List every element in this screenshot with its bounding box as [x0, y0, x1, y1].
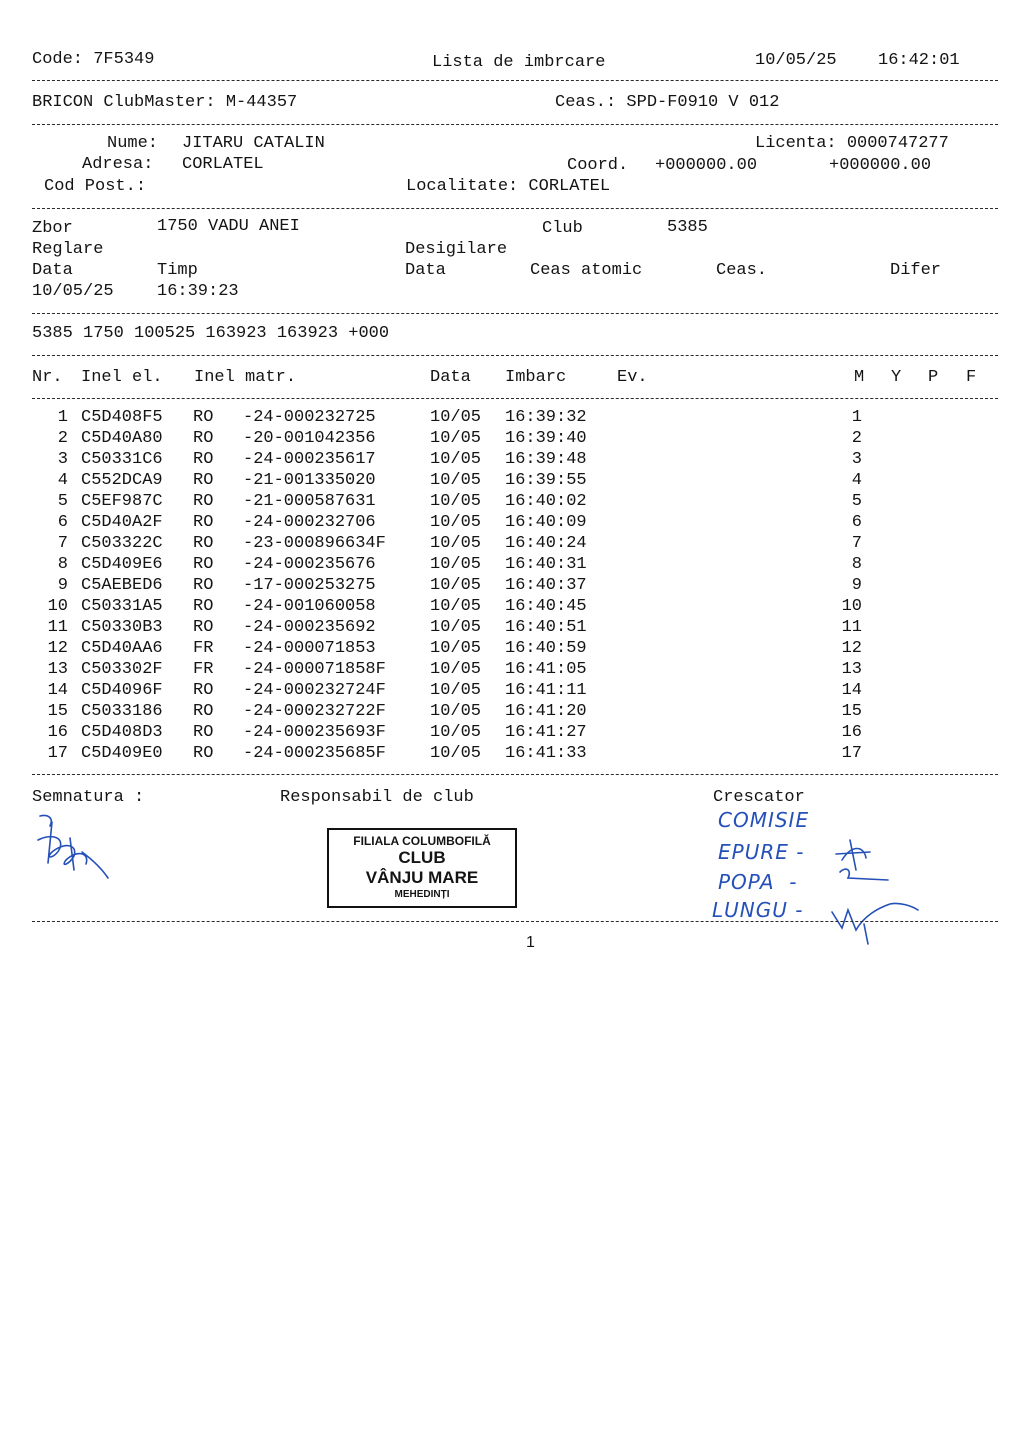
page-number: 1 [526, 934, 535, 951]
stamp-line-4: MEHEDINȚI [394, 889, 450, 900]
row-country: RO [193, 534, 214, 553]
difference-label: Difer [890, 261, 942, 280]
divider [32, 774, 998, 775]
row-nr: 11 [47, 618, 68, 637]
row-electronic-ring: C5D40AA6 [81, 639, 163, 658]
row-country: RO [193, 450, 214, 469]
col-header-imbarc: Imbarc [505, 368, 567, 387]
row-ring-number: -24-000235685F [243, 744, 386, 763]
row-electronic-ring: C5D408D3 [81, 723, 163, 742]
row-ring-number: -24-000232725 [243, 408, 376, 427]
reglare-label: Reglare [32, 240, 104, 259]
row-electronic-ring: C503302F [81, 660, 163, 679]
row-nr: 16 [47, 723, 68, 742]
row-country: RO [193, 723, 214, 742]
row-nr: 17 [47, 744, 68, 763]
row-date: 10/05 [430, 681, 482, 700]
row-ring-number: -23-000896634F [243, 534, 386, 553]
row-nr: 5 [57, 492, 68, 511]
row-nr: 7 [57, 534, 68, 553]
row-m: 1 [851, 408, 862, 427]
row-m: 17 [841, 744, 862, 763]
row-time: 16:40:09 [505, 513, 587, 532]
row-date: 10/05 [430, 576, 482, 595]
col-header-nr: Nr. [32, 368, 63, 387]
row-time: 16:41:33 [505, 744, 587, 763]
header-time: 16:42:01 [878, 51, 960, 70]
clock-label: Ceas.: SPD-F0910 V 012 [555, 93, 780, 112]
row-date: 10/05 [430, 723, 482, 742]
header-date: 10/05/25 [755, 51, 837, 70]
row-ring-number: -24-000235676 [243, 555, 376, 574]
row-date: 10/05 [430, 429, 482, 448]
row-m: 13 [841, 660, 862, 679]
row-ring-number: -24-001060058 [243, 597, 376, 616]
reglare-date: 10/05/25 [32, 282, 114, 301]
coord-label: Coord. [567, 156, 629, 175]
row-m: 5 [851, 492, 862, 511]
flight-value: 1750 VADU ANEI [157, 217, 300, 236]
locality: Localitate: CORLATEL [406, 177, 611, 196]
handwritten-name-2: POPA - [718, 870, 798, 894]
code-label: Code: 7F5349 [32, 50, 155, 69]
desigilare-label: Desigilare [405, 240, 508, 259]
row-date: 10/05 [430, 597, 482, 616]
row-time: 16:39:48 [505, 450, 587, 469]
divider [32, 313, 998, 314]
coord-latitude: +000000.00 [655, 156, 758, 175]
row-date: 10/05 [430, 492, 482, 511]
row-nr: 10 [47, 597, 68, 616]
row-m: 15 [841, 702, 862, 721]
row-time: 16:40:24 [505, 534, 587, 553]
owner-name-label: Nume: [107, 134, 159, 153]
row-country: RO [193, 429, 214, 448]
document-title: Lista de imbrcare [432, 53, 606, 72]
row-electronic-ring: C5D409E0 [81, 744, 163, 763]
row-country: RO [193, 555, 214, 574]
row-country: RO [193, 471, 214, 490]
row-date: 10/05 [430, 450, 482, 469]
row-m: 7 [851, 534, 862, 553]
row-ring-number: -17-000253275 [243, 576, 376, 595]
row-m: 10 [841, 597, 862, 616]
col-header-y: Y [891, 368, 902, 387]
club-stamp [327, 828, 517, 908]
coord-longitude: +000000.00 [829, 156, 932, 175]
club-master-label: BRICON ClubMaster: M-44357 [32, 93, 298, 112]
row-ring-number: -24-000232722F [243, 702, 386, 721]
row-ring-number: -24-000235693F [243, 723, 386, 742]
row-time: 16:40:31 [505, 555, 587, 574]
signature-label: Semnatura : [32, 788, 145, 807]
row-date: 10/05 [430, 471, 482, 490]
stamp-line-3: VÂNJU MARE [365, 868, 479, 887]
row-date: 10/05 [430, 555, 482, 574]
row-date: 10/05 [430, 639, 482, 658]
address-value: CORLATEL [182, 155, 264, 174]
row-ring-number: -24-000235617 [243, 450, 376, 469]
divider [32, 80, 998, 81]
row-nr: 1 [57, 408, 68, 427]
col-header-inel-matr: Inel matr. [194, 368, 297, 387]
flight-label: Zbor [32, 219, 73, 238]
row-ring-number: -24-000071853 [243, 639, 376, 658]
breeder-label: Crescator [713, 788, 805, 807]
stamp-line-1: FILIALA COLUMBOFILĂ [353, 834, 491, 848]
row-electronic-ring: C5D409E6 [81, 555, 163, 574]
club-value: 5385 [667, 218, 708, 237]
col-header-inel-el: Inel el. [81, 368, 163, 387]
club-label: Club [542, 219, 583, 238]
row-time: 16:41:11 [505, 681, 587, 700]
summary-line: 5385 1750 100525 163923 163923 +000 [32, 324, 390, 343]
row-m: 3 [851, 450, 862, 469]
reglare-time: 16:39:23 [157, 282, 239, 301]
row-country: RO [193, 681, 214, 700]
row-electronic-ring: C5AEBED6 [81, 576, 163, 595]
license-number: Licenta: 0000747277 [755, 134, 949, 153]
row-ring-number: -20-001042356 [243, 429, 376, 448]
row-electronic-ring: C50331A5 [81, 597, 163, 616]
row-time: 16:40:02 [505, 492, 587, 511]
row-time: 16:39:55 [505, 471, 587, 490]
row-date: 10/05 [430, 513, 482, 532]
row-date: 10/05 [430, 660, 482, 679]
row-electronic-ring: C50330B3 [81, 618, 163, 637]
row-country: RO [193, 702, 214, 721]
row-electronic-ring: C552DCA9 [81, 471, 163, 490]
row-m: 16 [841, 723, 862, 742]
row-time: 16:40:51 [505, 618, 587, 637]
col-header-ev: Ev. [617, 368, 648, 387]
stamp-line-2: CLUB [398, 848, 446, 867]
row-nr: 12 [47, 639, 68, 658]
row-time: 16:41:20 [505, 702, 587, 721]
row-nr: 2 [57, 429, 68, 448]
row-ring-number: -24-000235692 [243, 618, 376, 637]
row-country: RO [193, 597, 214, 616]
row-ring-number: -21-000587631 [243, 492, 376, 511]
row-country: RO [193, 618, 214, 637]
row-country: RO [193, 744, 214, 763]
atomic-clock-label: Ceas atomic [530, 261, 643, 280]
row-ring-number: -24-000232706 [243, 513, 376, 532]
row-m: 14 [841, 681, 862, 700]
handwritten-signatures [830, 830, 930, 950]
row-electronic-ring: C5033186 [81, 702, 163, 721]
row-date: 10/05 [430, 744, 482, 763]
row-m: 8 [851, 555, 862, 574]
address-label: Adresa: [82, 155, 154, 174]
row-nr: 9 [57, 576, 68, 595]
col-header-p: P [928, 368, 939, 387]
handwritten-commission: COMISIE [718, 808, 810, 832]
row-time: 16:40:45 [505, 597, 587, 616]
row-nr: 6 [57, 513, 68, 532]
divider [32, 921, 998, 922]
club-responsible-label: Responsabil de club [280, 788, 474, 807]
row-electronic-ring: C5D40A80 [81, 429, 163, 448]
col-header-m: M [854, 368, 865, 387]
row-time: 16:40:59 [505, 639, 587, 658]
row-electronic-ring: C503322C [81, 534, 163, 553]
divider [32, 124, 998, 125]
divider [32, 398, 998, 399]
row-date: 10/05 [430, 702, 482, 721]
row-country: FR [193, 660, 214, 679]
row-nr: 3 [57, 450, 68, 469]
divider [32, 355, 998, 356]
row-ring-number: -24-000232724F [243, 681, 386, 700]
row-electronic-ring: C5D40A2F [81, 513, 163, 532]
row-electronic-ring: C5D4096F [81, 681, 163, 700]
row-date: 10/05 [430, 618, 482, 637]
row-m: 6 [851, 513, 862, 532]
col-header-data: Data [430, 368, 471, 387]
data-label: Data [32, 261, 73, 280]
row-m: 11 [841, 618, 862, 637]
row-m: 9 [851, 576, 862, 595]
divider [32, 208, 998, 209]
row-time: 16:41:27 [505, 723, 587, 742]
row-time: 16:39:32 [505, 408, 587, 427]
row-nr: 4 [57, 471, 68, 490]
row-ring-number: -21-001335020 [243, 471, 376, 490]
row-time: 16:40:37 [505, 576, 587, 595]
row-m: 2 [851, 429, 862, 448]
row-electronic-ring: C50331C6 [81, 450, 163, 469]
row-time: 16:39:40 [505, 429, 587, 448]
clock-column-label: Ceas. [716, 261, 768, 280]
owner-name: JITARU CATALIN [182, 134, 325, 153]
row-m: 4 [851, 471, 862, 490]
handwritten-name-1: EPURE - [718, 840, 805, 864]
row-date: 10/05 [430, 408, 482, 427]
row-nr: 8 [57, 555, 68, 574]
row-m: 12 [841, 639, 862, 658]
unseal-date-label: Data [405, 261, 446, 280]
signature-scribble [30, 808, 120, 888]
row-nr: 13 [47, 660, 68, 679]
row-ring-number: -24-000071858F [243, 660, 386, 679]
row-nr: 14 [47, 681, 68, 700]
row-nr: 15 [47, 702, 68, 721]
row-country: FR [193, 639, 214, 658]
row-date: 10/05 [430, 534, 482, 553]
row-country: RO [193, 492, 214, 511]
row-time: 16:41:05 [505, 660, 587, 679]
row-country: RO [193, 576, 214, 595]
handwritten-name-3: LUNGU - [712, 898, 804, 922]
row-electronic-ring: C5D408F5 [81, 408, 163, 427]
postal-code-label: Cod Post.: [44, 177, 147, 196]
time-label: Timp [157, 261, 198, 280]
row-electronic-ring: C5EF987C [81, 492, 163, 511]
row-country: RO [193, 408, 214, 427]
col-header-f: F [966, 368, 977, 387]
row-country: RO [193, 513, 214, 532]
